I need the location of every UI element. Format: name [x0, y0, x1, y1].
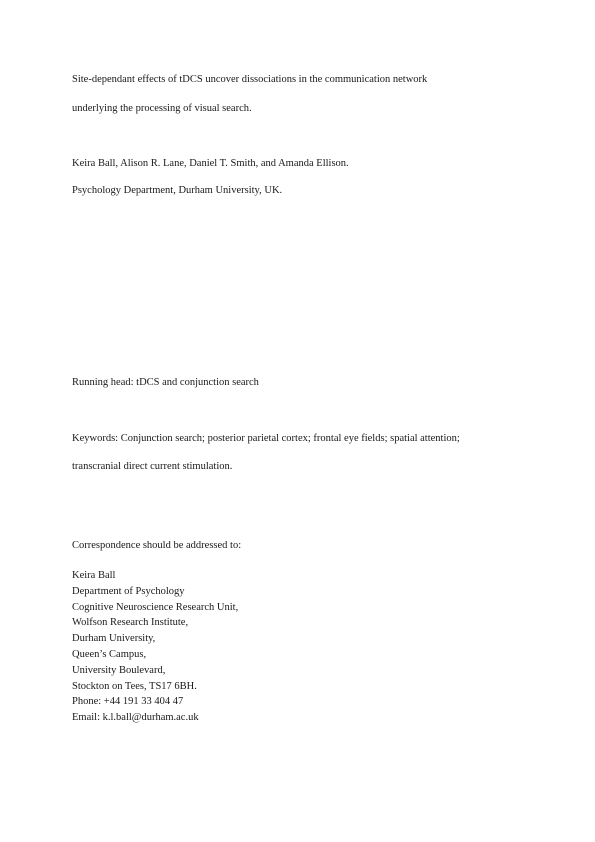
- address-phone: Phone: +44 191 33 404 47: [72, 696, 184, 708]
- correspondence-address: [72, 569, 238, 727]
- correspondence-heading: Correspondence should be addressed to:: [72, 540, 242, 551]
- author-list: Keira Ball, Alison R. Lane, Daniel T. Smith, and Amanda Ellison.: [72, 158, 349, 169]
- address-institute: Wolfson Research Institute,: [72, 617, 189, 629]
- keywords-line-2: transcranial direct current stimulation.: [72, 461, 233, 472]
- address-name: Keira Ball: [72, 570, 116, 581]
- address-street: University Boulevard,: [72, 664, 166, 676]
- address-unit: Cognitive Neuroscience Research Unit,: [72, 601, 239, 613]
- title-line-2: underlying the processing of visual search.: [72, 103, 252, 114]
- address-department: Department of Psychology: [72, 585, 185, 597]
- keywords-line-1: Keywords: Conjunction search; posterior parietal cortex; frontal eye fields; spatial attention;: [72, 433, 460, 444]
- address-campus: Queen’s Campus,: [72, 648, 147, 660]
- affiliation: Psychology Department, Durham University, UK.: [72, 185, 283, 196]
- address-email: Email: k.l.ball@durham.ac.uk: [72, 712, 199, 724]
- address-city-postcode: Stockton on Tees, TS17 6BH.: [72, 680, 197, 692]
- address-university: Durham University,: [72, 633, 156, 645]
- running-head: Running head: tDCS and conjunction search: [72, 377, 259, 388]
- title-line-1: Site-dependant effects of tDCS uncover dissociations in the communication network: [72, 74, 428, 85]
